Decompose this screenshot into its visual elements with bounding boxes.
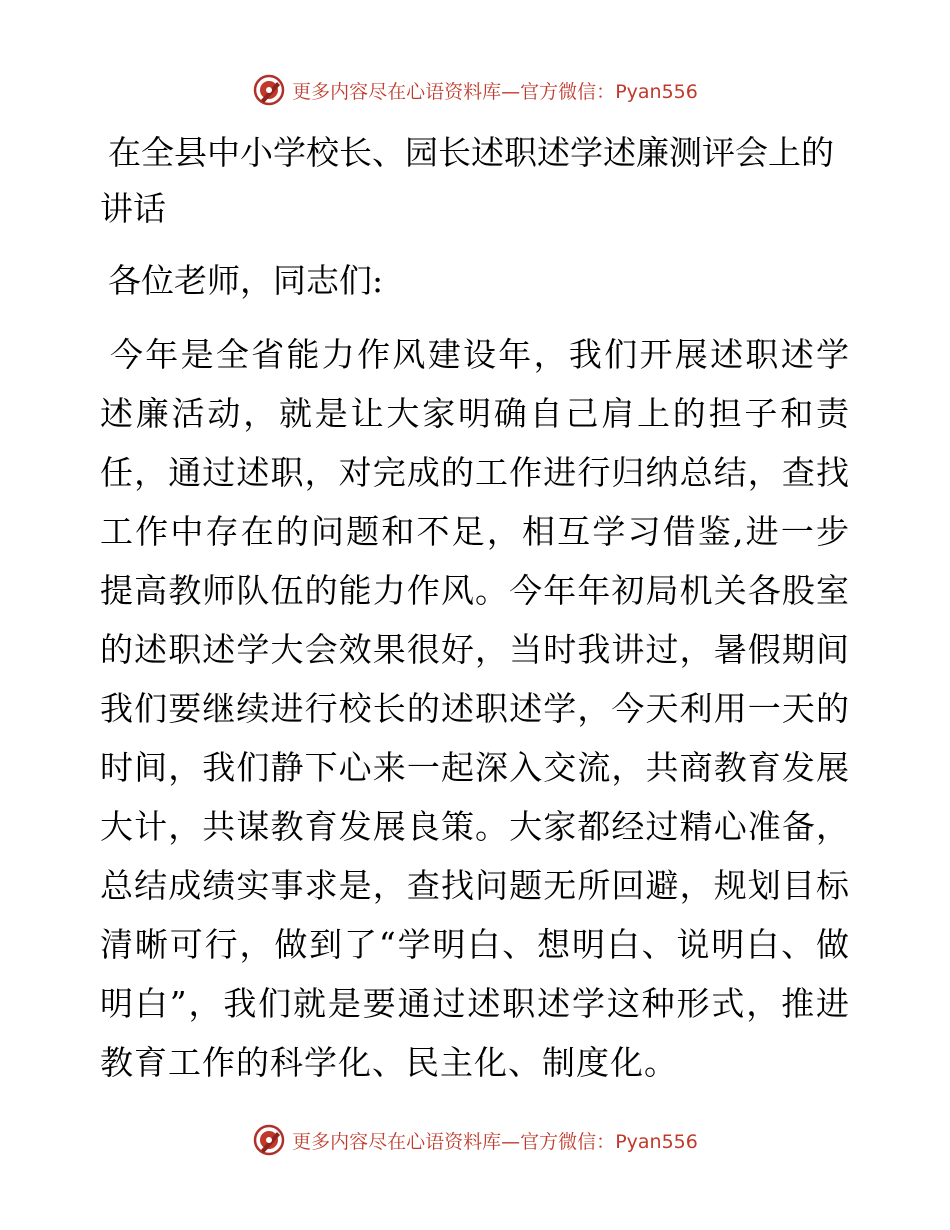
pen-seal-logo-icon bbox=[252, 73, 286, 107]
banner-text: 更多内容尽在心语资料库—官方微信：Pyan556 bbox=[292, 1130, 698, 1153]
pen-seal-logo-icon bbox=[252, 1123, 286, 1157]
footer-banner bbox=[0, 1120, 950, 1160]
salutation: 各位老师，同志们: bbox=[108, 261, 384, 300]
header-banner bbox=[0, 70, 950, 110]
banner-text: 更多内容尽在心语资料库—官方微信：Pyan556 bbox=[292, 80, 698, 103]
body-paragraph: 今年是全省能力作风建设年，我们开展述职述学述廉活动，就是让大家明确自己肩上的担子和责任，通过述职，对完成的工作进行归纳总结，查找工作中存在的问题和不足，相互学习借鉴,进一步提高教师队伍的能力作风。今年年初局机关各股室的述职述学大会效果很好，当时我讲过，暑假期间我们要继续进行校长的述职述学，今天利用一天的时间，我们静下心来一起深入交流，共商教育发展大计，共谋教育发展良策。大家都经过精心准备，总结成绩实事求是，查找问题无所回避，规划目标清晰可行，做到了“学明白、想明白、说明白、做明白”，我们就是要通过述职述学这种形式，推进教育工作的科学化、民主化、制度化。 bbox=[100, 335, 850, 1082]
document-title: 在全县中小学校长、园长述职述学述廉测评会上的讲话 bbox=[100, 133, 834, 228]
